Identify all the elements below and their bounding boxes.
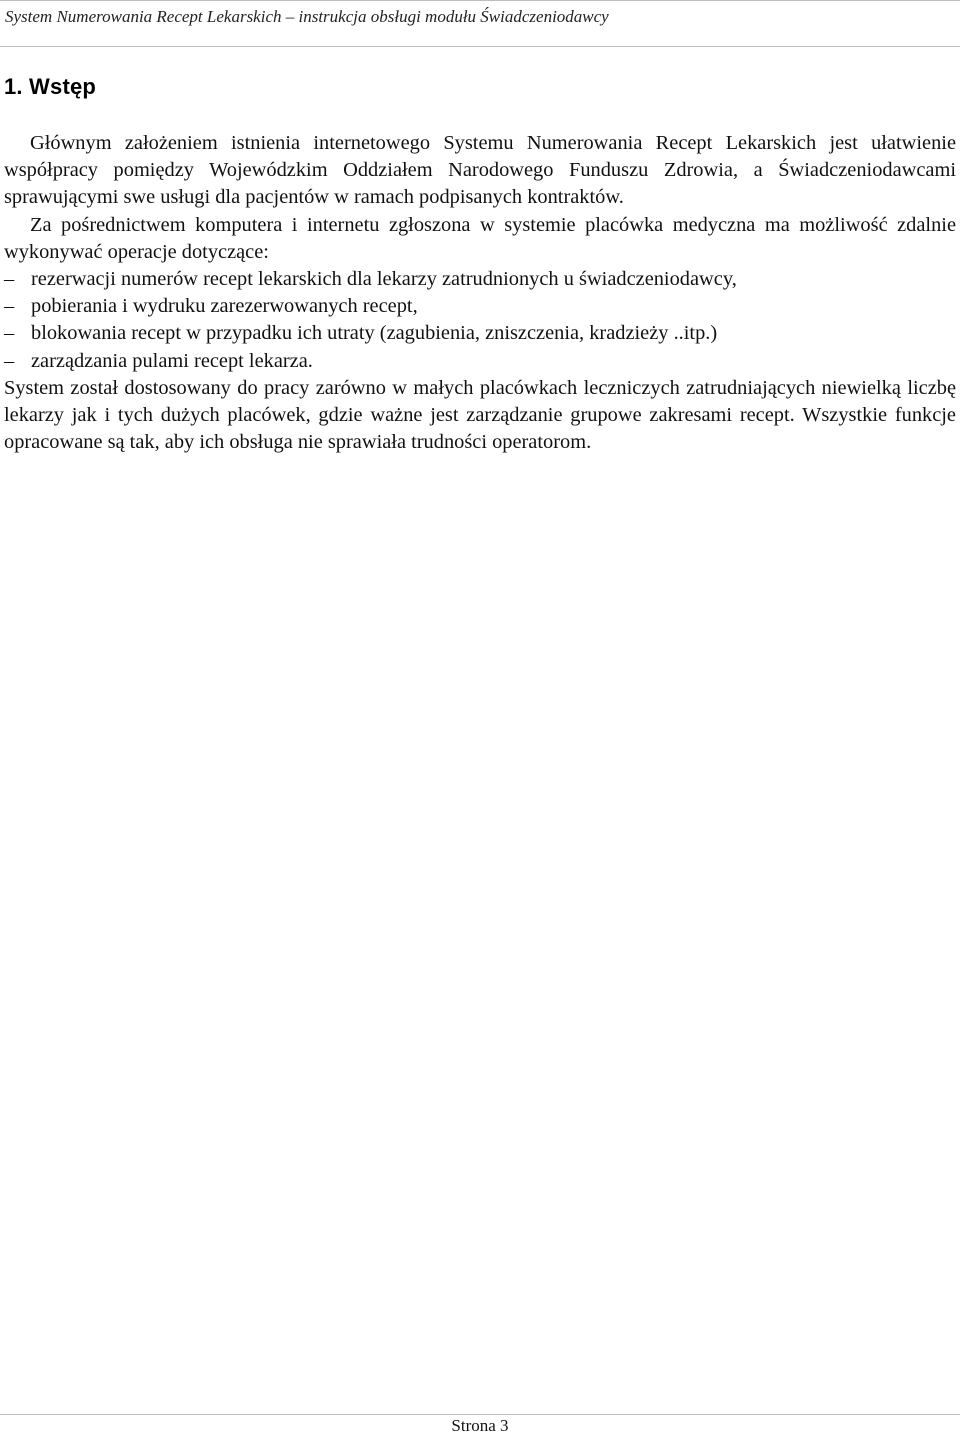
list-item — [4, 266, 956, 293]
list-item-text: blokowania recept w przypadku ich utraty (zagubienia, zniszczenia, kradzieży ..itp.) — [31, 322, 718, 345]
list-item-text: rezerwacji numerów recept lekarskich dla lekarzy zatrudnionych u świadczeniodawcy, — [31, 268, 737, 291]
dash-marker: – — [4, 295, 15, 318]
list-item — [4, 348, 956, 375]
dash-marker: – — [4, 322, 15, 345]
section-content — [4, 130, 956, 456]
operations-paragraph: Za pośrednictwem komputera i internetu zgłoszona w systemie placówka medyczna ma możliwość zdalnie wykonywać operacje dotyczące: — [4, 213, 956, 263]
dash-marker: – — [4, 349, 15, 372]
page-header — [0, 0, 960, 47]
section-heading: 1. Wstęp — [4, 74, 97, 99]
list-item-text: zarządzania pulami recept lekarza. — [31, 349, 313, 372]
list-item — [4, 293, 956, 320]
system-paragraph: System został dostosowany do pracy zarówno w małych placówkach leczniczych zatrudniających niewielką liczbę lekarzy jak i tych dużych placówek, gdzie ważne jest zarządzanie grupowe zakresami recept. Wszystkie funkcje opracowane są tak, aby ich obsługa nie sprawiała trudności operatorom. — [4, 376, 956, 454]
operations-list — [4, 266, 956, 375]
page-number: Strona 3 — [451, 1416, 509, 1435]
footer-divider — [0, 1414, 960, 1415]
list-item — [4, 320, 956, 347]
intro-paragraph: Głównym założeniem istnienia internetowego Systemu Numerowania Recept Lekarskich jest ułatwienie współpracy pomiędzy Wojewódzkim Oddziałem Narodowego Funduszu Zdrowia, a Świadczeniodawcami sprawującymi swe usługi dla pacjentów w ramach podpisanych kontraktów. — [4, 132, 956, 209]
dash-marker: – — [4, 268, 15, 291]
list-item-text: pobierania i wydruku zarezerwowanych recept, — [31, 295, 418, 318]
header-title: System Numerowania Recept Lekarskich – instrukcja obsługi modułu Świadczeniodawcy — [5, 7, 609, 26]
